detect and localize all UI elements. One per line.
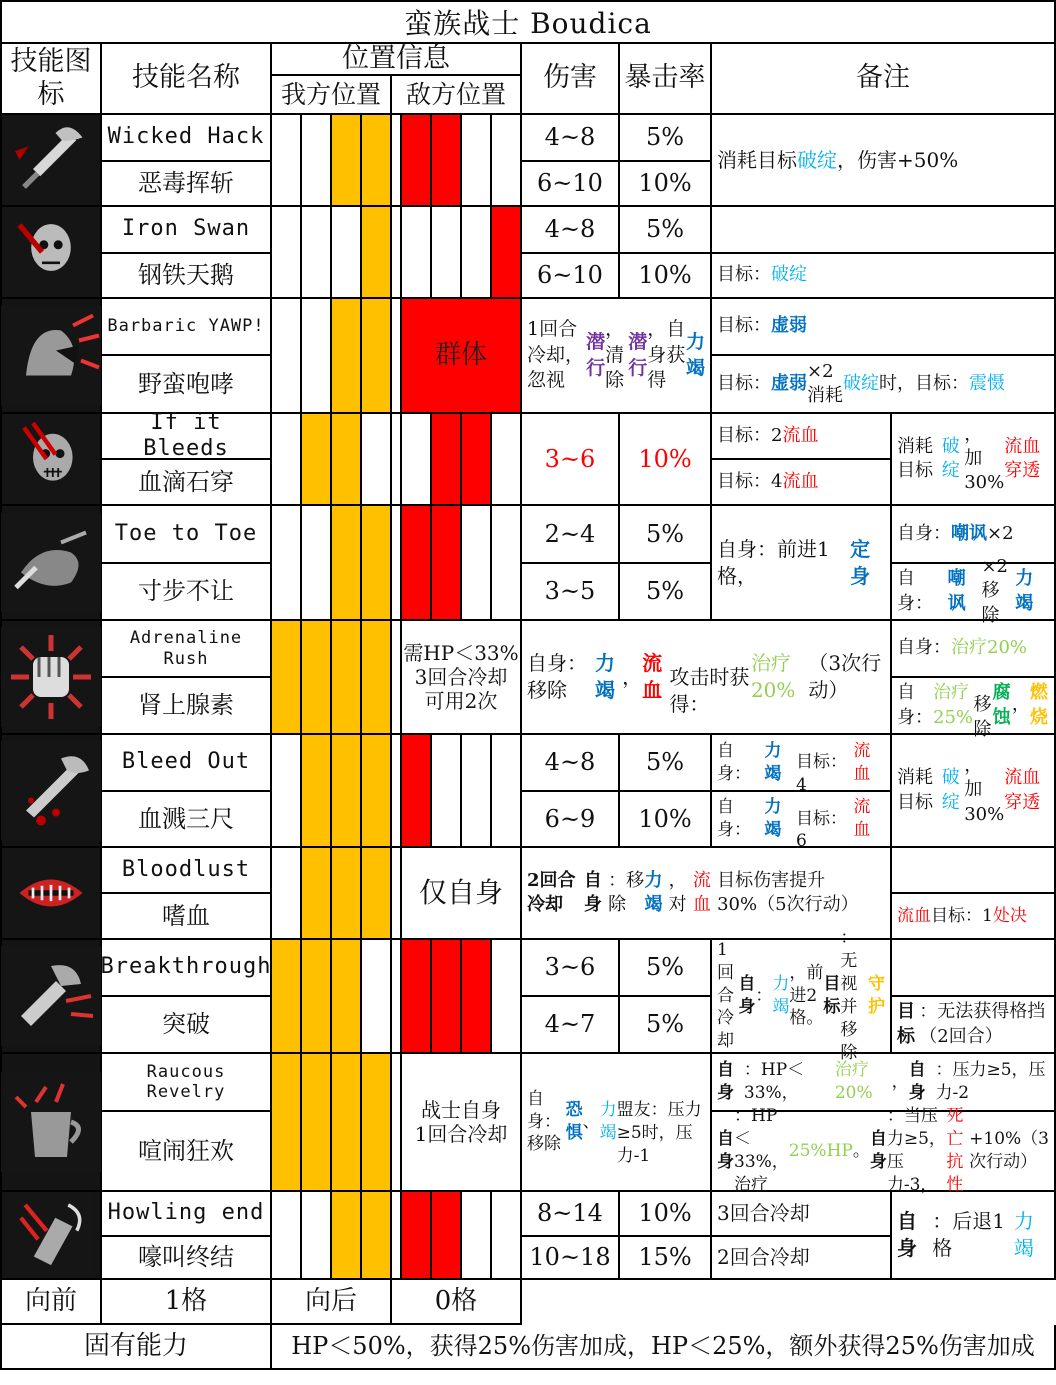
damage-value: 4~7 xyxy=(522,997,620,1054)
skull-icon xyxy=(2,207,102,299)
position-slot-ours xyxy=(302,735,332,848)
header-ours: 我方位置 xyxy=(272,76,392,115)
skill-note: 3回合冷却 xyxy=(712,1192,892,1237)
position-slot-enemy xyxy=(402,735,432,848)
position-divider xyxy=(392,115,402,207)
position-slot-ours xyxy=(302,1054,332,1192)
charge-icon xyxy=(2,940,102,1054)
header-enemy: 敌方位置 xyxy=(392,76,522,115)
skill-name-en: Toe to Toe xyxy=(102,506,272,564)
position-divider xyxy=(392,621,402,735)
skill-note: 自身： 力竭 目标：6 流血 xyxy=(712,792,892,848)
damage-value: 4~8 xyxy=(522,735,620,792)
position-slot-ours xyxy=(362,735,392,848)
damage-value: 2~4 xyxy=(522,506,620,564)
position-slot-enemy xyxy=(432,1192,462,1280)
damage-value: 6~10 xyxy=(522,254,620,299)
skill-note: 自身： 嘲讽 ×2 移除 力竭 xyxy=(892,564,1056,621)
skill-name-en: Bleed Out xyxy=(102,735,272,792)
damage-value: 4~8 xyxy=(522,115,620,162)
skill-name-en: If it Bleeds xyxy=(102,414,272,460)
position-slot-ours xyxy=(272,621,302,735)
skill-name-en: Howling end xyxy=(102,1192,272,1237)
skill-note: 消耗目标 破绽 ， 加30% 流血穿透 xyxy=(892,414,1056,506)
skill-name-cn: 恶毒挥斩 xyxy=(102,162,272,207)
position-divider xyxy=(392,207,402,299)
position-slot-ours xyxy=(272,1054,302,1192)
position-divider xyxy=(392,848,402,940)
position-slot-ours xyxy=(302,506,332,621)
position-slot-ours xyxy=(362,299,392,414)
position-slot-ours xyxy=(332,414,362,506)
skill-name-cn: 血溅三尺 xyxy=(102,792,272,848)
skill-note: 目标：4 流血 xyxy=(712,460,892,506)
skill-note: 自身： 嘲讽 ×2 xyxy=(892,506,1056,564)
skill-note: 目标： 虚弱 xyxy=(712,299,1056,356)
skill-table xyxy=(0,44,1056,1370)
footer-forward-label: 向前 xyxy=(2,1280,102,1325)
position-slot-ours xyxy=(272,735,302,848)
position-slot-ours xyxy=(272,1192,302,1280)
mouth-icon xyxy=(2,848,102,940)
position-divider xyxy=(392,299,402,414)
position-slot-ours xyxy=(272,414,302,506)
shout-icon xyxy=(2,299,102,414)
position-divider xyxy=(392,735,402,848)
position-divider xyxy=(392,506,402,621)
position-divider xyxy=(392,940,402,1054)
position-enemy-note: 战士自身 1回合冷却 xyxy=(402,1054,522,1192)
crit-value: 10% xyxy=(620,162,712,207)
position-slot-enemy xyxy=(402,1192,432,1280)
crit-value: 10% xyxy=(620,792,712,848)
position-slot-enemy xyxy=(432,414,462,506)
position-slot-enemy xyxy=(402,414,432,506)
position-slot-enemy xyxy=(462,735,492,848)
crit-value: 10% xyxy=(620,414,712,506)
position-slot-enemy xyxy=(462,940,492,1054)
position-slot-ours xyxy=(332,735,362,848)
position-slot-ours xyxy=(272,940,302,1054)
damage-value: 6~10 xyxy=(522,162,620,207)
footer-forward-value: 1格 xyxy=(102,1280,272,1325)
position-divider xyxy=(392,1192,402,1280)
position-slot-ours xyxy=(332,299,362,414)
skill-name-cn: 寸步不让 xyxy=(102,564,272,621)
damage-value: 10~18 xyxy=(522,1237,620,1280)
position-slot-ours xyxy=(302,115,332,207)
footer-back-label: 向后 xyxy=(272,1280,392,1325)
header-notes: 备注 xyxy=(712,44,1056,115)
skill-name-cn: 喧闹狂欢 xyxy=(102,1112,272,1192)
skill-note xyxy=(892,940,1056,997)
skill-note: 目标： 虚弱 ×2 消耗 破绽 时，目标： 震慑 xyxy=(712,356,1056,414)
position-slot-enemy xyxy=(402,940,432,1054)
skill-note: 自身：移除 力竭 ， 流血 攻击时获得： 治疗20% （3次行动） xyxy=(522,621,892,735)
page-title: 蛮族战士 Boudica xyxy=(0,0,1056,44)
position-slot-ours xyxy=(272,299,302,414)
damage-value: 4~8 xyxy=(522,207,620,254)
damage-value: 6~9 xyxy=(522,792,620,848)
position-slot-ours xyxy=(272,207,302,299)
footer-back-value: 0格 xyxy=(392,1280,522,1325)
position-slot-enemy xyxy=(492,115,522,207)
skill-name-cn: 钢铁天鹅 xyxy=(102,254,272,299)
skill-note: 目标 ：无法获得格挡（2回合） xyxy=(892,997,1056,1054)
position-slot-enemy xyxy=(432,115,462,207)
skill-name-cn: 肾上腺素 xyxy=(102,678,272,735)
skill-name-en: Adrenaline Rush xyxy=(102,621,272,678)
position-slot-enemy xyxy=(492,414,522,506)
damage-value: 3~6 xyxy=(522,414,620,506)
position-slot-ours xyxy=(272,506,302,621)
position-slot-ours xyxy=(302,848,332,940)
skill-name-en: Barbaric YAWP! xyxy=(102,299,272,356)
position-slot-enemy xyxy=(492,735,522,848)
crit-value: 5% xyxy=(620,564,712,621)
position-slot-ours xyxy=(362,414,392,506)
skill-note: 自身 ：HP＜33%， 治疗20% ， 自身 ：压力≥5，压力-2 xyxy=(712,1054,1056,1112)
position-slot-ours xyxy=(362,621,392,735)
position-slot-ours xyxy=(332,621,362,735)
howl-icon xyxy=(2,1192,102,1280)
grapple-icon xyxy=(2,506,102,621)
crit-value: 5% xyxy=(620,997,712,1054)
skill-note: 消耗目标 破绽 ，伤害+50% xyxy=(712,115,1056,207)
damage-value: 3~5 xyxy=(522,564,620,621)
innate-value: HP＜50%，获得25%伤害加成，HP＜25%，额外获得25%伤害加成 xyxy=(272,1325,1056,1370)
skill-name-en: Raucous Revelry xyxy=(102,1054,272,1112)
skill-name-en: Bloodlust xyxy=(102,848,272,894)
position-slot-enemy xyxy=(462,506,492,621)
header-name: 技能名称 xyxy=(102,44,272,115)
position-slot-ours xyxy=(272,848,302,940)
skill-note: 2回合冷却 xyxy=(712,1237,892,1280)
position-slot-ours xyxy=(302,940,332,1054)
position-slot-ours xyxy=(332,848,362,940)
position-slot-enemy xyxy=(432,940,462,1054)
position-slot-enemy xyxy=(432,506,462,621)
position-slot-enemy xyxy=(432,735,462,848)
skill-note xyxy=(892,848,1056,894)
skill-note: 自身： 治疗25% 移除 腐蚀 ， 燃烧 xyxy=(892,678,1056,735)
fist-icon xyxy=(2,621,102,735)
skill-note: 2回合冷却 自身 ：移除 力竭 ，对 流血 目标伤害提升30%（5次行动） xyxy=(522,848,892,940)
position-enemy-note: 群体 xyxy=(402,299,522,414)
innate-label: 固有能力 xyxy=(2,1325,272,1370)
skill-note: 自身：移除 恐惧 、 力竭 盟友：压力≥5时，压力-1 xyxy=(522,1054,712,1192)
axe-icon xyxy=(2,115,102,207)
position-slot-ours xyxy=(362,506,392,621)
position-slot-ours xyxy=(362,1054,392,1192)
header-icon: 技能图标 xyxy=(2,44,102,115)
position-divider xyxy=(392,1054,402,1192)
damage-value: 3~6 xyxy=(522,940,620,997)
skill-name-en: Iron Swan xyxy=(102,207,272,254)
skill-note: 自身 ：HP＜33%，治疗 25%HP 。 自身 ：当压力≥5，压力-3， 死亡抗性 +10%（3次行动） xyxy=(712,1112,1056,1192)
position-enemy-note: 仅自身 xyxy=(402,848,522,940)
crit-value: 15% xyxy=(620,1237,712,1280)
skill-name-en: Wicked Hack xyxy=(102,115,272,162)
skill-note: 流血 目标：1 处决 xyxy=(892,894,1056,940)
skill-note: 自身： 治疗20% xyxy=(892,621,1056,678)
skill-name-cn: 嗜血 xyxy=(102,894,272,940)
footer-empty xyxy=(522,1280,1056,1325)
bloody-axe-icon xyxy=(2,735,102,848)
crit-value: 5% xyxy=(620,940,712,997)
header-position: 位置信息 xyxy=(272,44,522,76)
damage-value: 8~14 xyxy=(522,1192,620,1237)
skill-name-cn: 血滴石穿 xyxy=(102,460,272,506)
skill-note: 目标：2 流血 xyxy=(712,414,892,460)
blood-skull-icon xyxy=(2,414,102,506)
skill-name-cn: 野蛮咆哮 xyxy=(102,356,272,414)
position-slot-ours xyxy=(332,207,362,299)
skill-note: 消耗目标 破绽 ， 加30% 流血穿透 xyxy=(892,735,1056,848)
skill-note: 1回合冷却，忽视 潜行 ，清除 潜行 ，自身获得 力竭 xyxy=(522,299,712,414)
skill-note: 自身： 力竭 目标：4 流血 xyxy=(712,735,892,792)
position-slot-ours xyxy=(302,414,332,506)
header-crit: 暴击率 xyxy=(620,44,712,115)
position-divider xyxy=(392,414,402,506)
position-slot-enemy xyxy=(492,207,522,299)
skill-note: 目标： 破绽 xyxy=(712,254,1056,299)
position-slot-enemy xyxy=(402,506,432,621)
position-slot-ours xyxy=(362,1192,392,1280)
position-slot-enemy xyxy=(402,207,432,299)
header-damage: 伤害 xyxy=(522,44,620,115)
skill-name-en: Breakthrough xyxy=(102,940,272,997)
skill-note: 1回合冷却 自身 ： 力竭 ，前进2格。 目标 ：无视并移除 守护 xyxy=(712,940,892,1054)
skill-note: 自身 ：后退1格 力竭 xyxy=(892,1192,1056,1280)
position-slot-ours xyxy=(362,207,392,299)
crit-value: 10% xyxy=(620,254,712,299)
position-slot-ours xyxy=(332,940,362,1054)
revelry-icon xyxy=(2,1054,102,1192)
position-slot-enemy xyxy=(402,115,432,207)
position-slot-ours xyxy=(362,115,392,207)
position-slot-enemy xyxy=(492,1192,522,1280)
crit-value: 5% xyxy=(620,207,712,254)
position-slot-ours xyxy=(332,1054,362,1192)
position-slot-enemy xyxy=(462,115,492,207)
position-slot-enemy xyxy=(462,207,492,299)
position-slot-ours xyxy=(332,115,362,207)
position-slot-enemy xyxy=(492,940,522,1054)
crit-value: 10% xyxy=(620,1192,712,1237)
position-slot-ours xyxy=(362,940,392,1054)
position-slot-ours xyxy=(362,848,392,940)
position-slot-ours xyxy=(332,506,362,621)
position-slot-ours xyxy=(302,1192,332,1280)
position-slot-enemy xyxy=(462,1192,492,1280)
skill-name-cn: 嚎叫终结 xyxy=(102,1237,272,1280)
crit-value: 5% xyxy=(620,735,712,792)
position-slot-enemy xyxy=(432,207,462,299)
position-slot-ours xyxy=(302,299,332,414)
position-slot-enemy xyxy=(492,506,522,621)
skill-note xyxy=(712,207,1056,254)
position-slot-ours xyxy=(272,115,302,207)
position-enemy-note: 需HP＜33% 3回合冷却 可用2次 xyxy=(402,621,522,735)
skill-name-cn: 突破 xyxy=(102,997,272,1054)
position-slot-ours xyxy=(302,621,332,735)
position-slot-ours xyxy=(302,207,332,299)
crit-value: 5% xyxy=(620,115,712,162)
position-slot-enemy xyxy=(462,414,492,506)
skill-note: 自身：前进1格， 定身 xyxy=(712,506,892,621)
crit-value: 5% xyxy=(620,506,712,564)
position-slot-ours xyxy=(332,1192,362,1280)
